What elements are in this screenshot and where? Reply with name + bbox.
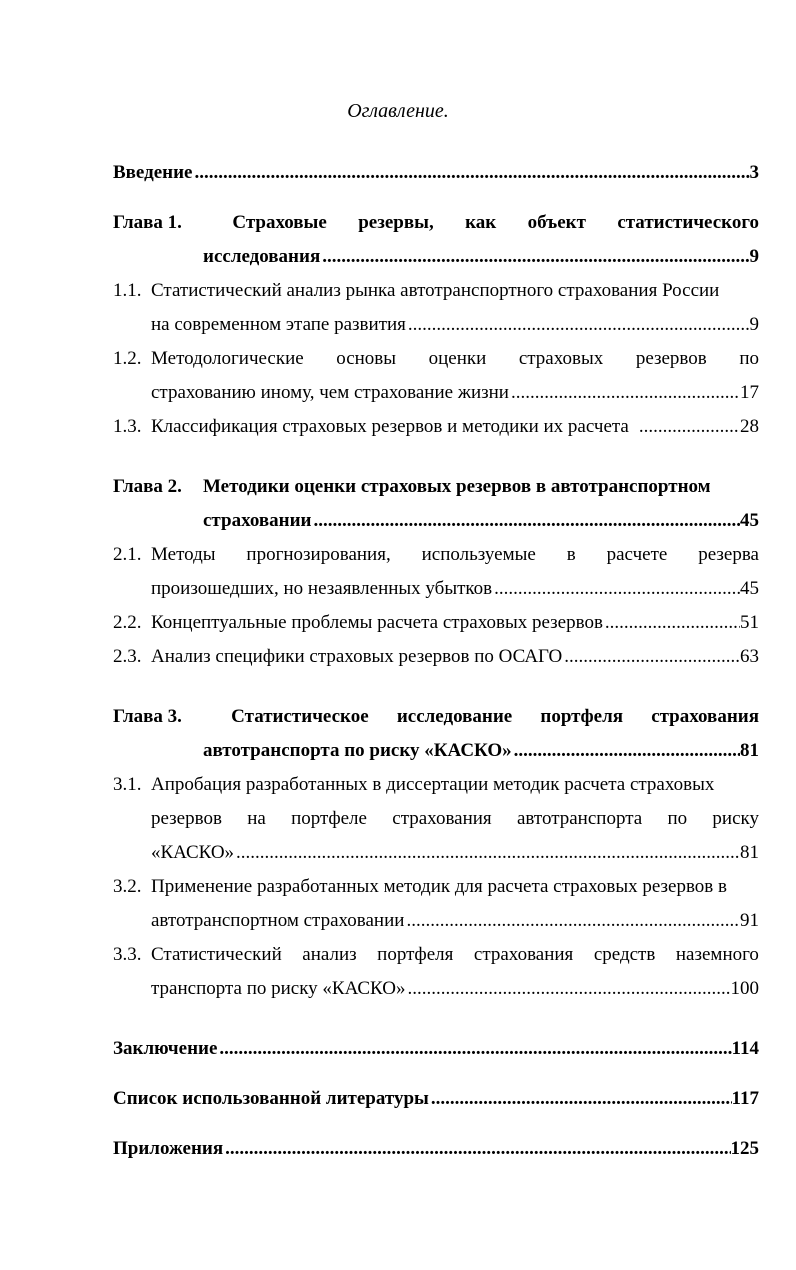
toc-entry-1-2: Методологические основы оценки страховых резервов по bbox=[151, 348, 759, 369]
section-number: 3.3. bbox=[113, 944, 142, 965]
toc-entry-1-3: Классификация страховых резервов и методики их расчета ..... 28 bbox=[151, 414, 759, 440]
toc-entry-references: Список использованной литературы ..... 117 bbox=[113, 1086, 759, 1112]
toc-entry-3-3-cont: транспорта по риску «КАСКО» ..... 100 bbox=[151, 976, 759, 1002]
toc-entry-3-1-cont2: «КАСКО» ..... 81 bbox=[151, 840, 759, 866]
toc-entry-chapter-1-cont: исследования ..... 9 bbox=[203, 244, 759, 270]
section-number: 2.2. bbox=[113, 612, 142, 633]
toc-entry-3-2: Применение разработанных методик для расчета страховых резервов в bbox=[151, 876, 727, 897]
section-number: 1.1. bbox=[113, 280, 142, 301]
toc-title: Оглавление. bbox=[347, 100, 449, 122]
toc-entry-appendix: Приложения ..... 125 bbox=[113, 1136, 759, 1162]
toc-entry-conclusion: Заключение ..... 114 bbox=[113, 1036, 759, 1062]
toc-entry-2-3: Анализ специфики страховых резервов по ОСАГО ..... 63 bbox=[151, 644, 759, 670]
toc-entry-2-1-cont: произошедших, но незаявленных убытков ..... 45 bbox=[151, 576, 759, 602]
toc-entry-chapter-3-cont: автотранспорта по риску «КАСКО» ..... 81 bbox=[203, 738, 759, 764]
toc-entry-1-2-cont: страхованию иному, чем страхование жизни ..... 17 bbox=[151, 380, 759, 406]
toc-entry-2-2: Концептуальные проблемы расчета страховых резервов ..... 51 bbox=[151, 610, 759, 636]
toc-entry-intro: Введение ..... 3 bbox=[113, 160, 759, 186]
toc-entry-1-1: Статистический анализ рынка автотранспортного страхования России bbox=[151, 280, 720, 301]
section-number: 2.3. bbox=[113, 646, 142, 667]
toc-entry-1-1-cont: на современном этапе развития ..... 9 bbox=[151, 312, 759, 338]
toc-entry-3-2-cont: автотранспортном страховании ..... 91 bbox=[151, 908, 759, 934]
section-number: 3.2. bbox=[113, 876, 142, 897]
toc-entry-3-1: Апробация разработанных в диссертации методик расчета страховых bbox=[151, 774, 715, 795]
section-number: 1.3. bbox=[113, 416, 142, 437]
toc-entry-2-1: Методы прогнозирования, используемые в расчете резерва bbox=[151, 544, 759, 565]
toc-entry-3-3: Статистический анализ портфеля страхования средств наземного bbox=[151, 944, 759, 965]
toc-entry-chapter-3: Глава 3. Статистическое исследование портфеля страхования bbox=[113, 706, 759, 727]
toc-entry-3-1-cont: резервов на портфеле страхования автотранспорта по риску bbox=[151, 808, 759, 829]
toc-entry-chapter-1: Глава 1. Страховые резервы, как объект статистического bbox=[113, 212, 759, 233]
section-number: 3.1. bbox=[113, 774, 142, 795]
toc-entry-chapter-2-cont: страховании ..... 45 bbox=[203, 508, 759, 534]
toc-entry-chapter-2: Глава 2. Методики оценки страховых резервов в автотранспортном bbox=[113, 476, 711, 497]
section-number: 2.1. bbox=[113, 544, 142, 565]
section-number: 1.2. bbox=[113, 348, 142, 369]
